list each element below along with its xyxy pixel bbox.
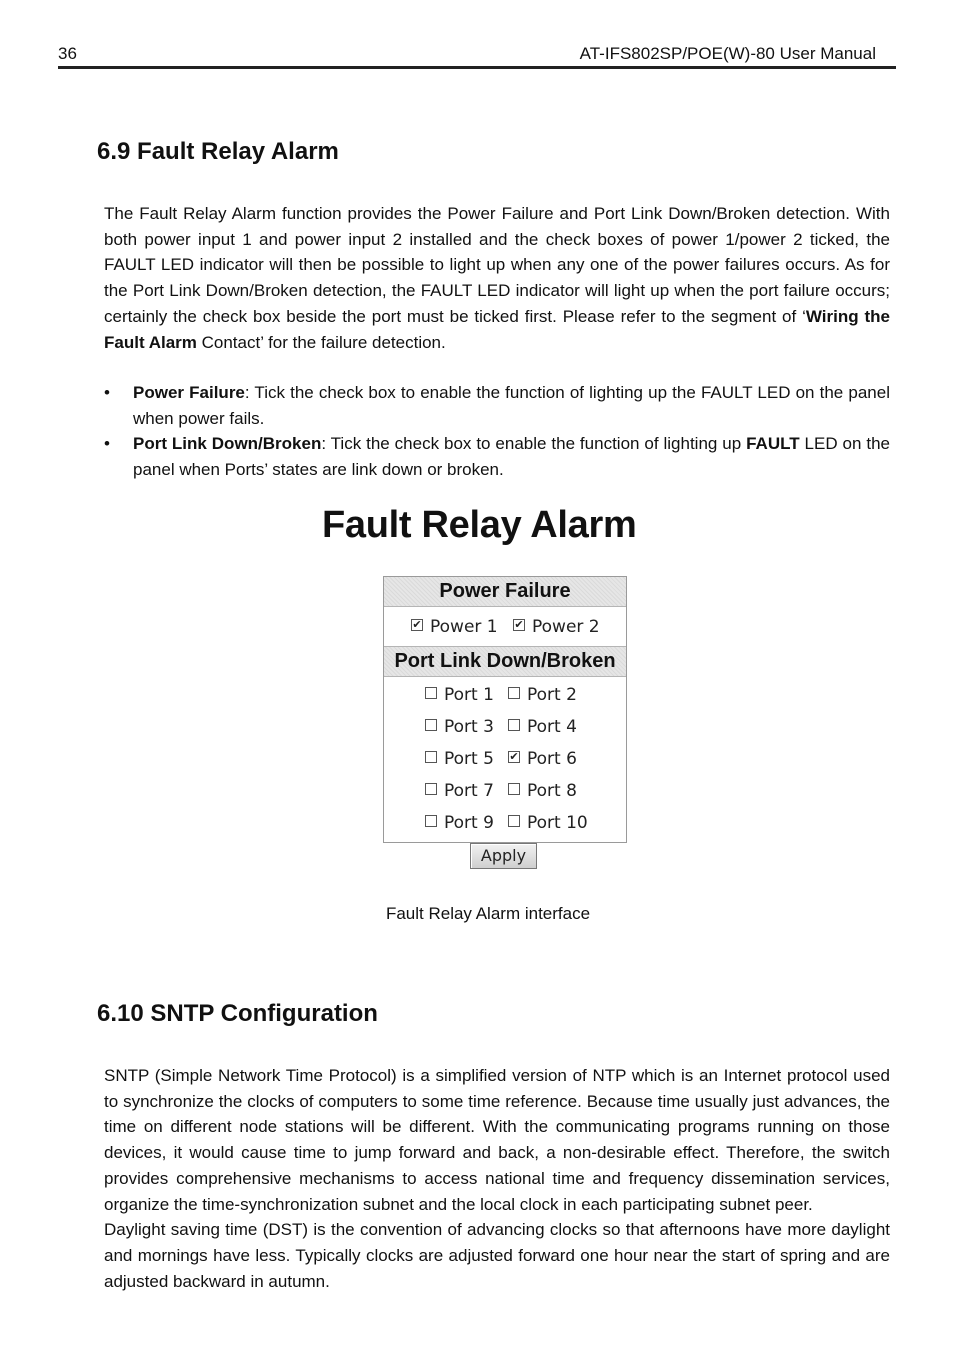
port-5-label: Port 5 xyxy=(444,749,494,769)
power-2-checkbox[interactable]: ✔ xyxy=(514,618,524,631)
bullet-text: : Tick the check box to enable the function of lighting up the FAULT LED on the panel when power fails. xyxy=(133,383,890,428)
power-2-option[interactable] xyxy=(513,617,600,637)
port-9-label: Port 9 xyxy=(444,813,494,833)
wiring-reference-bold: Wiring the Fault Alarm xyxy=(104,306,890,352)
port-1-checkbox[interactable] xyxy=(425,687,437,699)
port-10-checkbox[interactable] xyxy=(508,815,520,827)
port-10-label: Port 10 xyxy=(527,813,588,833)
port-7-label: Port 7 xyxy=(444,781,494,801)
fault-relay-panel xyxy=(383,576,627,843)
page-number: 36 xyxy=(58,44,77,63)
bullet-term: Power Failure xyxy=(133,383,245,402)
power-1-option[interactable] xyxy=(411,617,498,637)
ui-page-title: Fault Relay Alarm xyxy=(322,504,637,546)
port-4-option[interactable] xyxy=(508,717,577,737)
port-8-checkbox[interactable] xyxy=(508,783,520,795)
bullet-text: : Tick the check box to enable the function of lighting up xyxy=(321,434,747,454)
section-heading-fault-relay-alarm: 6.9 Fault Relay Alarm xyxy=(97,138,339,165)
fault-relay-intro-paragraph xyxy=(104,201,890,355)
paragraph-text-end: Contact’ for the failure detection. xyxy=(196,332,446,352)
power-2-label: Power 2 xyxy=(532,617,600,637)
port-1-label: Port 1 xyxy=(444,685,494,705)
port-7-checkbox[interactable] xyxy=(425,783,437,795)
port-3-checkbox[interactable] xyxy=(425,719,437,731)
port-2-option[interactable] xyxy=(508,685,577,705)
power-1-label: Power 1 xyxy=(430,617,498,637)
sntp-intro-paragraph: SNTP (Simple Network Time Protocol) is a simplified version of NTP which is an Internet protocol used to synchronize the clocks of computers to some time reference. Because time usually just advances, the time on different node stations will be different. With the communicating programs running on those devices, it would cause time to jump forward and back, a non-desirable effect. Therefore, the switch provides comprehensive mechanisms to access national time and frequency dissemination services, organize the time-synchronization subnet and the local clock in each participating subnet peer. xyxy=(104,1066,890,1214)
feature-bullet-list xyxy=(104,380,890,483)
bullet-text-end: LED on the panel when Ports’ states are link down or broken. xyxy=(133,434,890,480)
port-link-down-header: Port Link Down/Broken xyxy=(384,646,626,677)
port-9-option[interactable] xyxy=(425,813,494,833)
port-8-label: Port 8 xyxy=(527,781,577,801)
port-4-checkbox[interactable] xyxy=(508,719,520,731)
bullet-port-link-down xyxy=(104,431,890,482)
document-title: AT-IFS802SP/POE(W)-80 User Manual xyxy=(579,44,876,63)
power-1-checkbox[interactable]: ✔ xyxy=(412,618,422,631)
bullet-power-failure xyxy=(104,380,890,431)
section-heading-sntp-configuration: 6.10 SNTP Configuration xyxy=(97,1000,378,1027)
port-1-option[interactable] xyxy=(425,685,494,705)
port-6-checkbox[interactable]: ✔ xyxy=(509,750,519,763)
port-6-label: Port 6 xyxy=(527,749,577,769)
paragraph-text: The Fault Relay Alarm function provides the Power Failure and Port Link Down/Broken detection. With both power input 1 and power input 2 installed and the check boxes of power 1/power 2 ticked, the FAULT LED indicator will then be possible to light up when any one of the power failures occurs. As for the Port Link Down/Broken detection, the FAULT LED indicator will light up when the port failure occurs; certainly the check box beside the port must be ticked first. Please refer to the segment of ‘ xyxy=(104,204,890,326)
port-2-checkbox[interactable] xyxy=(508,687,520,699)
port-3-label: Port 3 xyxy=(444,717,494,737)
header-rule xyxy=(58,66,896,69)
figure-caption: Fault Relay Alarm interface xyxy=(385,904,591,923)
port-8-option[interactable] xyxy=(508,781,577,801)
port-7-option[interactable] xyxy=(425,781,494,801)
bullet-icon: • xyxy=(104,434,110,454)
port-5-checkbox[interactable] xyxy=(425,751,437,763)
power-failure-header: Power Failure xyxy=(384,577,626,607)
sntp-paragraphs xyxy=(104,1063,890,1294)
port-2-label: Port 2 xyxy=(527,685,577,705)
bullet-icon: • xyxy=(104,383,110,402)
bullet-bold-fault: FAULT xyxy=(746,434,800,454)
dst-paragraph: Daylight saving time (DST) is the convention of advancing clocks so that afternoons have more daylight and mornings have less. Typically clocks are adjusted forward one hour near the start of spring and are adjusted backward in autumn. xyxy=(104,1220,890,1291)
port-4-label: Port 4 xyxy=(527,717,577,737)
port-10-option[interactable] xyxy=(508,813,588,833)
bullet-term: Port Link Down/Broken xyxy=(133,434,322,454)
port-3-option[interactable] xyxy=(425,717,494,737)
apply-button[interactable]: Apply xyxy=(470,843,537,869)
port-5-option[interactable] xyxy=(425,749,494,769)
port-6-option[interactable] xyxy=(508,749,577,769)
port-9-checkbox[interactable] xyxy=(425,815,437,827)
